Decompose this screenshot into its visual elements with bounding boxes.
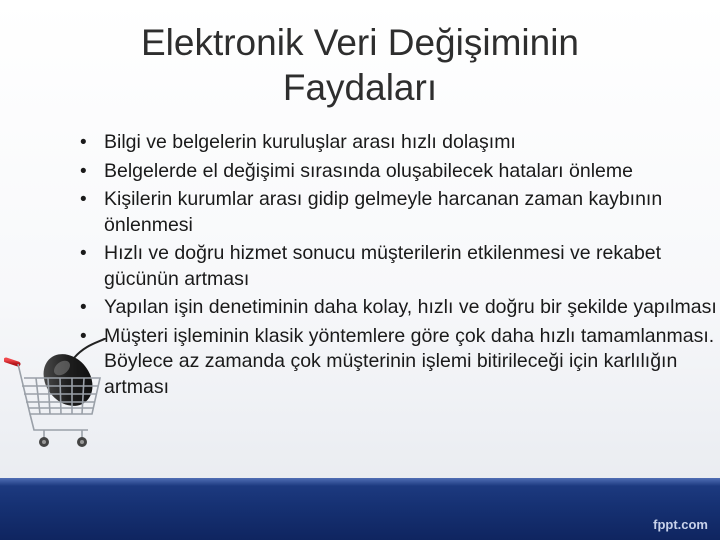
slide-title-line-2: Faydaları <box>282 67 438 108</box>
bullet-item: • Belgelerde el değişimi sırasında oluşabilecek hataları önleme <box>78 159 718 185</box>
bullet-item: • Kişilerin kurumlar arası gidip gelmeyle harcanan zaman kaybının önlenmesi <box>78 187 718 238</box>
bullet-item: • Müşteri işleminin klasik yöntemlere göre çok daha hızlı tamamlanması. Böylece az zamanda çok müşterinin işlemi bitirileceği için karlılığın artması <box>78 324 718 401</box>
watermark: fppt.com <box>653 517 708 532</box>
bullet-list <box>78 130 718 403</box>
bullet-item: • Bilgi ve belgelerin kuruluşlar arası hızlı dolaşımı <box>78 130 718 156</box>
footer-band <box>0 478 720 540</box>
footer-shine <box>0 478 720 486</box>
slide-title <box>60 20 660 110</box>
bullet-item: • Yapılan işin denetiminin daha kolay, hızlı ve doğru bir şekilde yapılması <box>78 295 718 321</box>
bullet-item: • Hızlı ve doğru hizmet sonucu müşterilerin etkilenmesi ve rekabet gücünün artması <box>78 241 718 292</box>
slide-title-line-1: Elektronik Veri Değişiminin <box>140 22 579 63</box>
